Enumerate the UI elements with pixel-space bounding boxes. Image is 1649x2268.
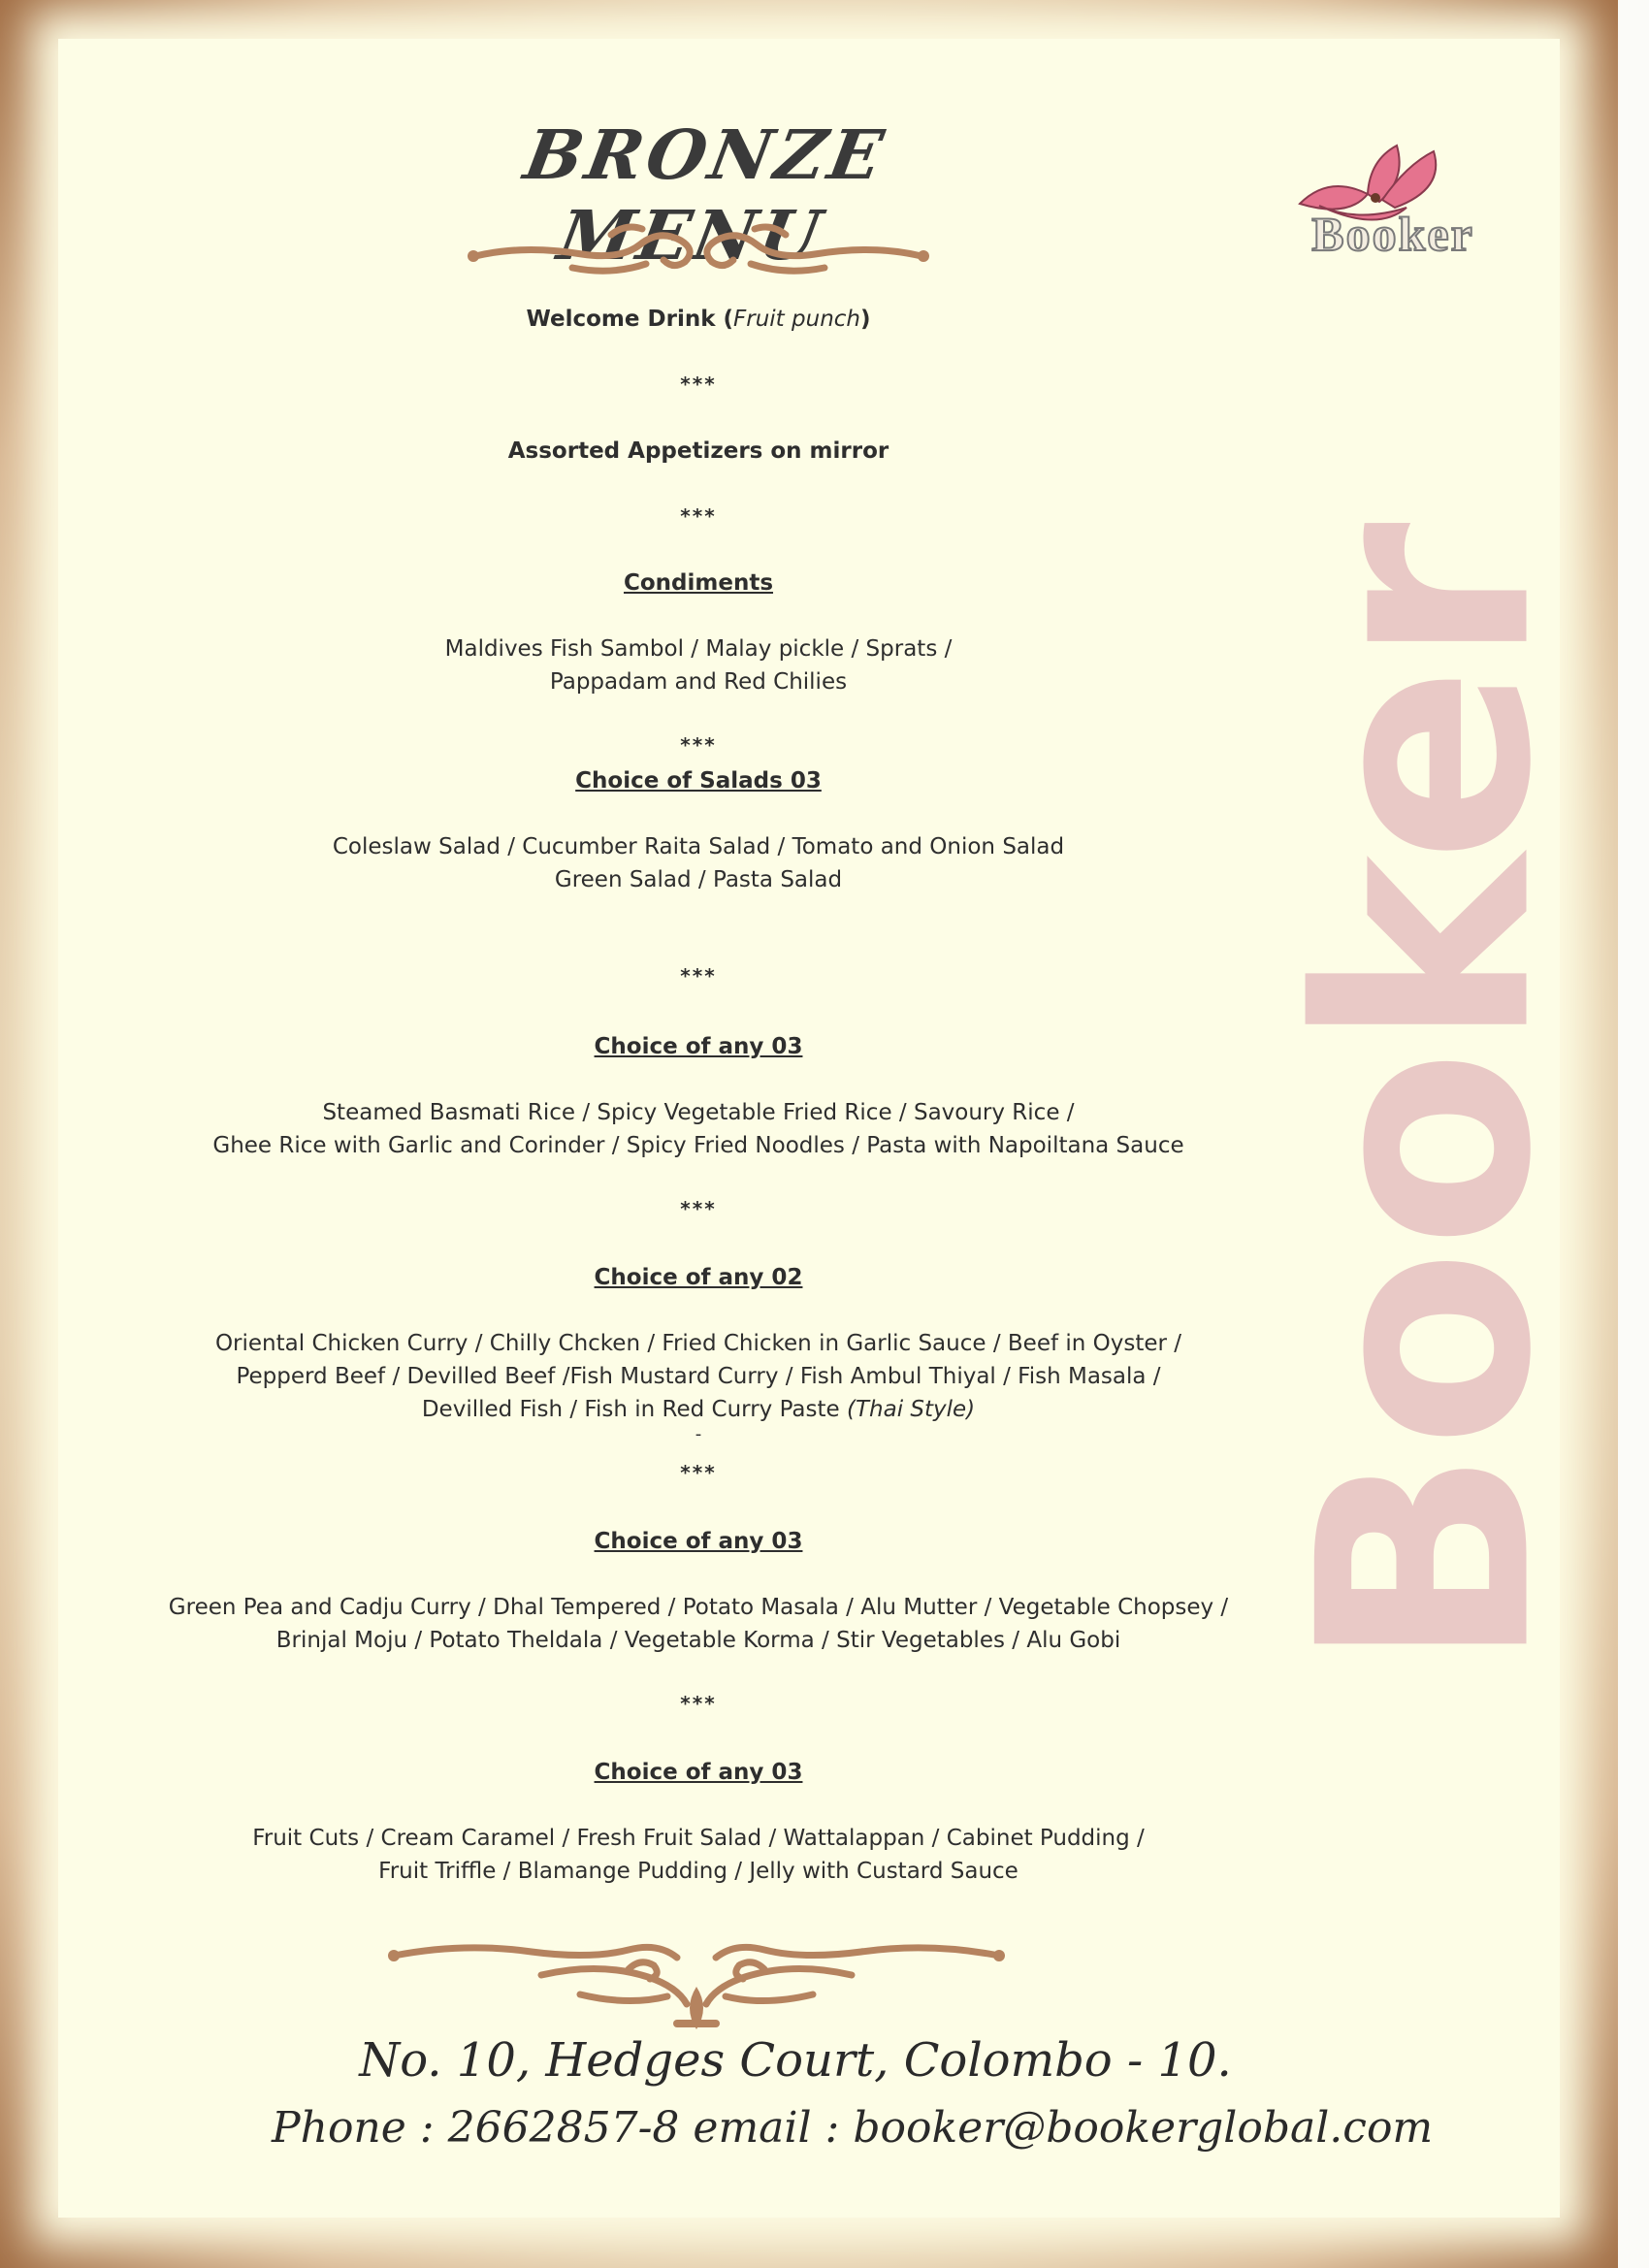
desserts-line: Fruit Cuts / Cream Caramel / Fresh Fruit Salad / Wattalappan / Cabinet Pudding /	[252, 1826, 1145, 1851]
meat-line	[97, 1397, 1300, 1422]
scan-edge	[1618, 0, 1649, 2268]
top-flourish-ornament	[466, 215, 931, 283]
vegetables-heading: Choice of any 03	[594, 1529, 803, 1554]
condiments-heading: Condiments	[623, 570, 774, 596]
meat-line-text: Devilled Fish / Fish in Red Curry Paste	[421, 1397, 847, 1422]
booker-vertical-watermark: Booker	[1256, 522, 1596, 1670]
footer-contact: Phone : 2662857-8 email : booker@bookerglobal.com	[272, 2103, 1434, 2153]
booker-logo-text: Booker	[1311, 207, 1474, 261]
rice-line: Steamed Basmati Rice / Spicy Vegetable Fried Rice / Savoury Rice /	[322, 1100, 1075, 1125]
vegetables-line: Green Pea and Cadju Curry / Dhal Tempered / Potato Masala / Alu Mutter / Vegetable Chopsey /	[168, 1595, 1229, 1620]
appetizers: Assorted Appetizers on mirror	[507, 438, 889, 464]
welcome-drink-close: )	[860, 307, 871, 332]
salads-line: Green Salad / Pasta Salad	[554, 867, 843, 892]
welcome-drink	[97, 307, 1300, 332]
desserts-heading: Choice of any 03	[594, 1760, 803, 1785]
meat-line-italic: (Thai Style)	[847, 1397, 976, 1422]
separator: ***	[680, 373, 717, 396]
vegetables-line: Brinjal Moju / Potato Theldala / Vegetable Korma / Stir Vegetables / Alu Gobi	[275, 1628, 1121, 1653]
meat-heading: Choice of any 02	[594, 1265, 803, 1290]
welcome-drink-label: Welcome Drink (	[526, 307, 734, 332]
separator: ***	[680, 1197, 717, 1220]
separator: ***	[680, 504, 717, 528]
salads-heading: Choice of Salads 03	[575, 768, 822, 794]
separator: ***	[680, 964, 717, 988]
meat-line: Pepperd Beef / Devilled Beef /Fish Mustard Curry / Fish Ambul Thiyal / Fish Masala /	[236, 1364, 1161, 1389]
bottom-flourish-ornament	[386, 1936, 1007, 2037]
welcome-drink-detail: Fruit punch	[733, 307, 860, 332]
separator: ***	[680, 1461, 717, 1484]
menu-title: BRONZE MENU	[518, 114, 893, 275]
condiments-line: Pappadam and Red Chilies	[549, 669, 848, 695]
rice-heading: Choice of any 03	[594, 1034, 803, 1059]
condiments-line: Maldives Fish Sambol / Malay pickle / Sprats /	[444, 636, 953, 662]
footer-address: No. 10, Hedges Court, Colombo - 10.	[359, 2033, 1232, 2088]
desserts-line: Fruit Triffle / Blamange Pudding / Jelly with Custard Sauce	[378, 1859, 1018, 1884]
meat-line: Oriental Chicken Curry / Chilly Chcken / Fried Chicken in Garlic Sauce / Beef in Oyster /	[214, 1331, 1182, 1356]
dash-mark: -	[695, 1424, 702, 1444]
rice-line: Ghee Rice with Garlic and Corinder / Spicy Fried Noodles / Pasta with Napoiltana Sauce	[212, 1133, 1184, 1158]
salads-line: Coleslaw Salad / Cucumber Raita Salad / Tomato and Onion Salad	[332, 834, 1065, 859]
separator: ***	[680, 733, 717, 757]
separator: ***	[680, 1692, 717, 1715]
